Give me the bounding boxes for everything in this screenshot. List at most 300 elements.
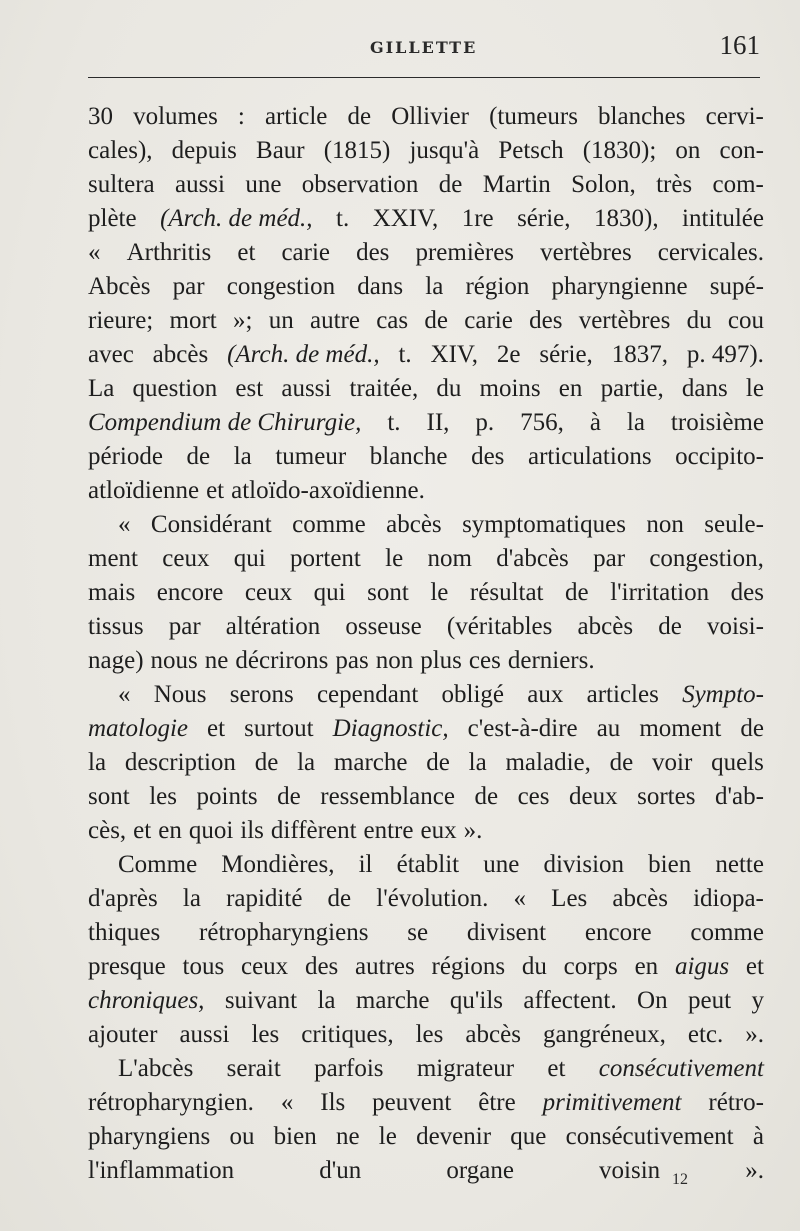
word: abcès [465, 1021, 521, 1048]
text-line [88, 984, 764, 1018]
word: bien [273, 1123, 317, 1150]
word: atloïdo-axoïdienne. [231, 477, 425, 504]
word: rétropharyngien. [88, 1089, 254, 1116]
word: ne [204, 647, 229, 674]
word: symptomatiques [462, 511, 626, 538]
word: la [182, 885, 201, 912]
word: deux [569, 783, 618, 810]
word: décrirons [235, 647, 329, 674]
word: »; [232, 307, 253, 334]
word: question [132, 375, 218, 402]
word: articles [586, 681, 659, 708]
word: nom [427, 545, 472, 572]
word: ». [745, 1021, 764, 1048]
word: (Arch. de méd., [160, 205, 313, 232]
word: maladie, [505, 749, 591, 776]
word: de [327, 885, 352, 912]
word: carie [464, 307, 513, 334]
word: et [133, 817, 152, 844]
text-line [88, 678, 764, 712]
word: t. [387, 409, 401, 436]
text-line [88, 814, 764, 848]
text-line [88, 202, 764, 236]
word: des [529, 307, 563, 334]
word: du [436, 375, 462, 402]
word: par [593, 545, 626, 572]
word: l'évolution. [376, 885, 489, 912]
word: (tumeurs [489, 103, 578, 130]
word: aux [527, 681, 564, 708]
word: ces [468, 647, 501, 674]
word: nage) [88, 647, 144, 674]
word: et [237, 239, 256, 266]
word: moins [479, 375, 541, 402]
word: de [426, 749, 450, 776]
word: congestion, [649, 545, 764, 572]
word: XXIV, [372, 205, 439, 232]
word: supé- [709, 273, 764, 300]
word: atloïdienne [88, 477, 200, 504]
word: (véritables [446, 613, 553, 640]
word: une [245, 171, 282, 198]
word: rétropharyngiens [199, 919, 369, 946]
word: Ils [320, 1089, 346, 1116]
word: des [471, 443, 505, 470]
word: consécutivement [565, 1123, 734, 1150]
word: quoi [188, 817, 234, 844]
word: blanches [598, 103, 686, 130]
text-line [88, 236, 764, 270]
word: à [589, 409, 601, 436]
word: premières [415, 239, 515, 266]
word: les [415, 1021, 444, 1048]
word: p. [475, 409, 495, 436]
text-line [88, 406, 764, 440]
word: 30 [88, 103, 113, 130]
word: Diagnostic, [332, 715, 449, 742]
word: jusqu'à [409, 137, 480, 164]
word: La [88, 375, 115, 402]
word: abcès [612, 885, 668, 912]
word: est [235, 375, 264, 402]
word: le [745, 375, 764, 402]
word: (1815) [323, 137, 391, 164]
word: en [634, 953, 659, 980]
word: moment [639, 715, 722, 742]
word: observation [301, 171, 419, 198]
word: on [675, 137, 701, 164]
word: diffèrent [270, 817, 357, 844]
word: migrateur [416, 1055, 515, 1082]
word: thiques [88, 919, 161, 946]
word: les [149, 783, 177, 810]
word: des [356, 239, 390, 266]
word: Comme [118, 851, 198, 878]
word: t. [336, 205, 350, 232]
word: On [637, 987, 668, 1014]
word: ces [517, 783, 550, 810]
word: seule- [704, 511, 764, 538]
word: Considérant [150, 511, 272, 538]
word: rétro- [708, 1089, 764, 1116]
word: cou [727, 307, 764, 334]
word: intitulée [682, 205, 764, 232]
word: qui [233, 545, 266, 572]
text-line [88, 1120, 764, 1154]
word: ne [335, 1123, 360, 1150]
word: cervi- [705, 103, 764, 130]
word: ressemblance [320, 783, 455, 810]
word: depuis [171, 137, 237, 164]
word: 756, [520, 409, 564, 436]
word: au [596, 715, 621, 742]
word: : [237, 103, 245, 130]
word: parfois [314, 1055, 384, 1082]
word: d'après [88, 885, 158, 912]
text-line [88, 168, 764, 202]
text-line [88, 1052, 764, 1086]
word: abcès [152, 341, 209, 368]
word: série, [539, 341, 593, 368]
text-line [88, 304, 764, 338]
word: résultat [469, 579, 544, 606]
word: nette [715, 851, 764, 878]
word: Abcès [88, 273, 151, 300]
word: marche [333, 749, 408, 776]
word: non [646, 511, 684, 538]
word: et [745, 953, 764, 980]
word: de [424, 307, 448, 334]
word: ». [745, 1157, 764, 1184]
word: Compendium de Chirurgie, [88, 409, 362, 436]
word: de [740, 715, 764, 742]
word: de [254, 749, 279, 776]
text-line [88, 542, 764, 576]
word: encore [584, 919, 652, 946]
word: volumes [133, 103, 218, 130]
word: Petsch [498, 137, 564, 164]
word: la [233, 443, 252, 470]
word: serait [226, 1055, 281, 1082]
word: la [468, 749, 487, 776]
word: « [118, 681, 131, 708]
word: cès, [88, 817, 127, 844]
word: ajouter [88, 1021, 158, 1048]
running-head [88, 28, 760, 68]
word: et [547, 1055, 566, 1082]
word: autre [309, 307, 360, 334]
word: gangréneux, [542, 1021, 666, 1048]
word: carie [281, 239, 331, 266]
word: ceux [162, 545, 210, 572]
word: voisin [599, 1157, 661, 1184]
word: (Arch. de méd., [227, 341, 380, 368]
word: du [686, 307, 712, 334]
word: Nous [153, 681, 207, 708]
word: troisième [670, 409, 764, 436]
text-line [88, 1086, 764, 1120]
signature-mark: 12 [672, 1171, 688, 1188]
word: tissus [88, 613, 144, 640]
running-title: GILLETTE [370, 38, 478, 57]
word: plus [420, 647, 462, 674]
word: voir [652, 749, 693, 776]
word: matologie [88, 715, 188, 742]
word: Mondières, [221, 851, 335, 878]
word: nous [150, 647, 198, 674]
text-line [88, 508, 764, 542]
word: dans [681, 375, 728, 402]
word: d'ab- [714, 783, 764, 810]
word: XIV, [430, 341, 478, 368]
word: abcès [577, 613, 634, 640]
word: sultera [88, 171, 155, 198]
word: des [304, 953, 339, 980]
word: « [88, 239, 101, 266]
word: corps [563, 953, 618, 980]
word: ment [88, 545, 138, 572]
word: en [158, 817, 182, 844]
text-line [88, 100, 764, 134]
word: partie, [600, 375, 664, 402]
word: con- [719, 137, 764, 164]
word: eux [420, 817, 457, 844]
word: article [264, 103, 328, 130]
text-line [88, 576, 764, 610]
word: de [658, 613, 682, 640]
word: ceux [240, 953, 289, 980]
word: 1837, [611, 341, 668, 368]
word: ils [240, 817, 264, 844]
word: et [206, 477, 225, 504]
word: suivant [224, 987, 298, 1014]
word: pas [335, 647, 369, 674]
word: abcès [386, 511, 442, 538]
word: mais [88, 579, 136, 606]
word: p. 497). [686, 341, 764, 368]
word: se [407, 919, 429, 946]
text-line [88, 780, 764, 814]
header-rule [88, 77, 760, 78]
word: qui [313, 579, 346, 606]
word: devenir [416, 1123, 492, 1150]
word: portent [290, 545, 361, 572]
word: comme [690, 919, 764, 946]
word: Arthritis [126, 239, 212, 266]
word: organe [446, 1157, 514, 1184]
word: pharyngiens [88, 1123, 211, 1150]
word: marche [355, 987, 430, 1014]
word: consécutivement [598, 1055, 764, 1082]
word: dans [357, 273, 404, 300]
word: le [378, 1123, 397, 1150]
word: de [277, 783, 301, 810]
word: rapidité [226, 885, 303, 912]
word: en [558, 375, 583, 402]
word: cervicales. [657, 239, 764, 266]
word: autres [355, 953, 415, 980]
word: bien [648, 851, 692, 878]
text-line [88, 610, 764, 644]
word: points [196, 783, 258, 810]
word: vertèbres [578, 307, 671, 334]
word: aussi [281, 375, 332, 402]
word: altération [225, 613, 321, 640]
word: osseuse [345, 613, 422, 640]
word: période [88, 443, 163, 470]
word: com- [712, 171, 764, 198]
word: affectent. [523, 987, 617, 1014]
word: serons [229, 681, 294, 708]
text-line [88, 746, 764, 780]
word: peut [688, 987, 732, 1014]
word: tous [182, 953, 225, 980]
word: région [465, 273, 530, 300]
word: tumeur [275, 443, 347, 470]
word: et [207, 715, 226, 742]
text-line [88, 372, 764, 406]
text-line [88, 882, 764, 916]
word: divisent [466, 919, 547, 946]
word: comme [292, 511, 366, 538]
word: de [347, 103, 372, 130]
word: pharyngienne [551, 273, 688, 300]
word: mort [169, 307, 217, 334]
word: y [751, 987, 764, 1014]
word: le [385, 545, 404, 572]
word: de [438, 171, 463, 198]
word: non [375, 647, 414, 674]
word: rieure; [88, 307, 154, 334]
text-line [88, 134, 764, 168]
page-number: 161 [719, 30, 760, 60]
word: la [317, 987, 336, 1014]
word: la [297, 749, 316, 776]
word: être [478, 1089, 516, 1116]
text-line [88, 848, 764, 882]
word: Baur [256, 137, 305, 164]
word: quels [711, 749, 764, 776]
text-line [88, 338, 764, 372]
word: primitivement [542, 1089, 682, 1116]
word: aussi [174, 171, 225, 198]
word: ceux [244, 579, 293, 606]
word: peuvent [372, 1089, 452, 1116]
word: par [168, 613, 201, 640]
word: ». [463, 817, 483, 844]
word: l'irritation [610, 579, 710, 606]
word: Sympto- [682, 681, 764, 708]
word: 1830), [594, 205, 659, 232]
word: cas [376, 307, 409, 334]
word: Solon, [571, 171, 636, 198]
word: voisi- [706, 613, 764, 640]
word: que [510, 1123, 547, 1150]
word: le [430, 579, 449, 606]
word: obligé [441, 681, 505, 708]
word: cependant [316, 681, 419, 708]
body-text [88, 100, 764, 1188]
word: avec [88, 341, 134, 368]
word: L'abcès [118, 1055, 194, 1082]
word: sont [367, 579, 409, 606]
word: la [425, 273, 444, 300]
word: par [172, 273, 205, 300]
word: Les [551, 885, 588, 912]
word: d'un [319, 1157, 362, 1184]
word: de [186, 443, 211, 470]
word: établit [396, 851, 460, 878]
word: ou [229, 1123, 255, 1150]
word: qu'ils [449, 987, 503, 1014]
text-line [88, 1154, 764, 1188]
word: description [124, 749, 236, 776]
word: aussi [179, 1021, 230, 1048]
word: blanche [369, 443, 448, 470]
word: à [752, 1123, 764, 1150]
word: chroniques, [88, 987, 205, 1014]
word: Martin [482, 171, 551, 198]
word: critiques, [301, 1021, 394, 1048]
word: « [280, 1089, 294, 1116]
word: une [483, 851, 520, 878]
word: entre [363, 817, 414, 844]
word: (1830); [582, 137, 657, 164]
word: « [513, 885, 527, 912]
word: d'abcès [496, 545, 569, 572]
word: série, [517, 205, 571, 232]
word: 2e [496, 341, 521, 368]
word: des [730, 579, 764, 606]
word: Ollivier [391, 103, 469, 130]
word: surtout [244, 715, 314, 742]
text-line [88, 916, 764, 950]
word: occipito- [675, 443, 764, 470]
word: aigus [674, 953, 730, 980]
word: de [609, 749, 634, 776]
word: 1re [461, 205, 494, 232]
word: de [565, 579, 589, 606]
text-line [88, 712, 764, 746]
word: très [656, 171, 693, 198]
word: sortes [637, 783, 696, 810]
text-line [88, 1018, 764, 1052]
word: « [118, 511, 131, 538]
word: il [358, 851, 373, 878]
text-line [88, 950, 764, 984]
text-line [88, 474, 764, 508]
word: les [251, 1021, 280, 1048]
word: articulations [527, 443, 652, 470]
word: de [474, 783, 499, 810]
text-line [88, 440, 764, 474]
word: idiopa- [693, 885, 764, 912]
word: un [268, 307, 294, 334]
word: II, [426, 409, 450, 436]
word: régions [431, 953, 506, 980]
word: du [521, 953, 547, 980]
word: t. [398, 341, 412, 368]
word: presque [88, 953, 166, 980]
word: plète [88, 205, 137, 232]
word: c'est-à-dire [467, 715, 578, 742]
word: division [543, 851, 625, 878]
word: cales), [88, 137, 153, 164]
word: congestion [226, 273, 336, 300]
word: l'inflammation [88, 1157, 235, 1184]
text-line [88, 644, 764, 678]
word: derniers. [507, 647, 595, 674]
